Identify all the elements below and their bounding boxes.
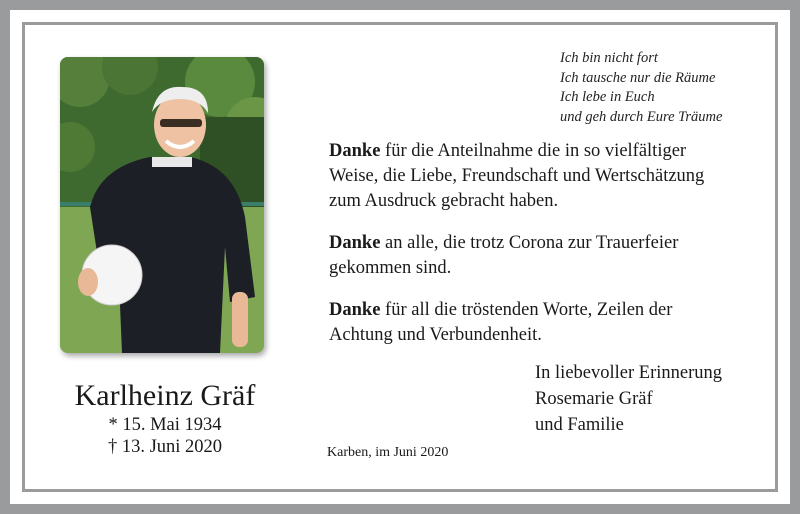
signature-block (535, 360, 775, 438)
thanks-keyword: Danke (329, 233, 381, 253)
thanks-paragraph-3 (329, 298, 749, 348)
poem (560, 49, 780, 127)
thanks-text: zum Ausdruck gebracht haben. (329, 191, 559, 211)
deceased-name: Karlheinz Gräf (74, 379, 256, 412)
thanks-keyword: Danke (329, 300, 381, 320)
poem-line: Ich tausche nur die Räume (560, 69, 716, 86)
thanks-text: Weise, die Liebe, Freundschaft und Wertschätzung (329, 166, 705, 186)
signature-line: Rosemarie Gräf (535, 389, 653, 409)
birth-date: * 15. Mai 1934 (108, 415, 222, 435)
thanks-text: für die Anteilnahme die in so vielfältiger (380, 141, 687, 161)
thanks-keyword: Danke (329, 141, 381, 161)
thanks-paragraph-2 (329, 231, 749, 281)
signature-line: In liebevoller Erinnerung (535, 363, 722, 383)
signature-line: und Familie (535, 415, 624, 435)
life-dates (60, 414, 270, 458)
death-date: † 13. Juni 2020 (107, 437, 223, 457)
thanks-paragraph-1 (329, 139, 749, 214)
thanks-text: für all die tröstenden Worte, Zeilen der (380, 300, 673, 320)
portrait-illustration (60, 57, 264, 353)
portrait-photo (60, 57, 264, 353)
place-and-date: Karben, im Juni 2020 (327, 445, 449, 460)
thanks-text: an alle, die trotz Corona zur Trauerfeier (380, 233, 679, 253)
poem-line: Ich bin nicht fort (560, 50, 658, 66)
poem-line: Ich lebe in Euch (560, 89, 655, 105)
thanks-text: Achtung und Verbundenheit. (329, 325, 542, 345)
thanks-text: gekommen sind. (329, 258, 452, 278)
poem-line: und geh durch Eure Träume (560, 108, 723, 125)
